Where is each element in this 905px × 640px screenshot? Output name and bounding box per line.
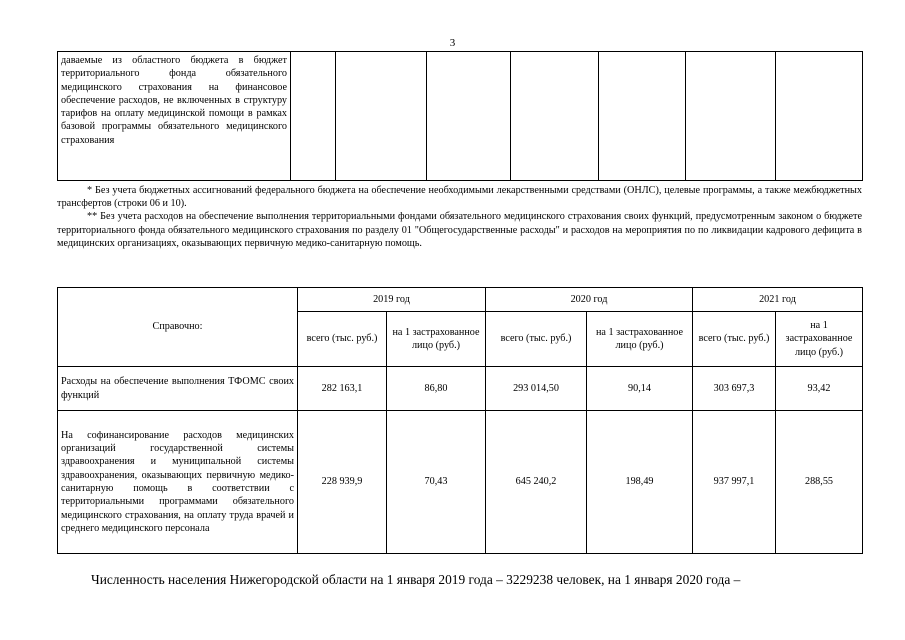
value-cell: 228 939,9 <box>298 411 387 554</box>
empty-cell <box>291 52 336 181</box>
value-cell: 303 697,3 <box>693 367 776 411</box>
empty-cell <box>686 52 776 181</box>
population-text: Численность населения Нижегородской области на 1 января 2019 года – 3229238 человек, на 1 января 2020 года – <box>91 572 741 587</box>
value-cell: 90,14 <box>587 367 693 411</box>
empty-cell <box>511 52 599 181</box>
empty-cell <box>427 52 511 181</box>
subheader-per-insured: на 1 застрахованное лицо (руб.) <box>776 312 863 367</box>
subheader-per-insured: на 1 застрахованное лицо (руб.) <box>387 312 486 367</box>
subheader-total: всего (тыс. руб.) <box>486 312 587 367</box>
value-cell: 293 014,50 <box>486 367 587 411</box>
row-description: даваемые из областного бюджета в бюджет территориального фонда обязательного медицинского страхования на финансовое обеспечение расходов, не включенных в структуру тарифов на оплату медицинской помощи в рамках базовой программы обязательного медицинского страхования <box>58 52 291 181</box>
top-table-continuation <box>57 51 863 181</box>
footnote-1: * Без учета бюджетных ассигнований федерального бюджета на обеспечение необходимыми лекарственными средствами (ОНЛС), целевые программы, а также межбюджетных трансфертов (строки 06 и 10). <box>57 185 862 210</box>
subheader-total: всего (тыс. руб.) <box>693 312 776 367</box>
year-2021-header: 2021 год <box>693 288 863 312</box>
summary-table <box>57 287 863 554</box>
subheader-per-insured: на 1 застрахованное лицо (руб.) <box>587 312 693 367</box>
reference-header: Справочно: <box>58 288 298 367</box>
year-2019-header: 2019 год <box>298 288 486 312</box>
table-row <box>58 411 863 554</box>
value-cell: 937 997,1 <box>693 411 776 554</box>
subheader-total: всего (тыс. руб.) <box>298 312 387 367</box>
row-label: На софинансирование расходов медицинских организаций государственной системы здравоохранения и муниципальной системы здравоохранения, оказывающих первичную медико-санитарную помощь в соответствии с территориальными программами обязательного медицинского страхования, на оплату труда врачей и среднего медицинского персонала <box>58 411 298 554</box>
footnote-2: ** Без учета расходов на обеспечение выполнения территориальными фондами обязательного медицинского страхования своих функций, предусмотренным законом о бюджете территориального фонда обязательного медицинского страхования по разделу 01 "Общегосударственные расходы" и расходов на мероприятия по по ликвидации кадрового дефицита в медицинских организациях, оказывающих первичную медико-санитарную помощь. <box>57 211 862 249</box>
value-cell: 86,80 <box>387 367 486 411</box>
value-cell: 70,43 <box>387 411 486 554</box>
year-2020-header: 2020 год <box>486 288 693 312</box>
table-row <box>58 52 863 181</box>
empty-cell <box>336 52 427 181</box>
year-header-row <box>58 288 863 312</box>
value-cell: 93,42 <box>776 367 863 411</box>
value-cell: 198,49 <box>587 411 693 554</box>
value-cell: 282 163,1 <box>298 367 387 411</box>
value-cell: 645 240,2 <box>486 411 587 554</box>
empty-cell <box>776 52 863 181</box>
footnotes <box>57 184 862 250</box>
page-number: 3 <box>449 37 456 49</box>
table-row <box>58 367 863 411</box>
value-cell: 288,55 <box>776 411 863 554</box>
row-label: Расходы на обеспечение выполнения ТФОМС своих функций <box>58 367 298 411</box>
empty-cell <box>599 52 686 181</box>
